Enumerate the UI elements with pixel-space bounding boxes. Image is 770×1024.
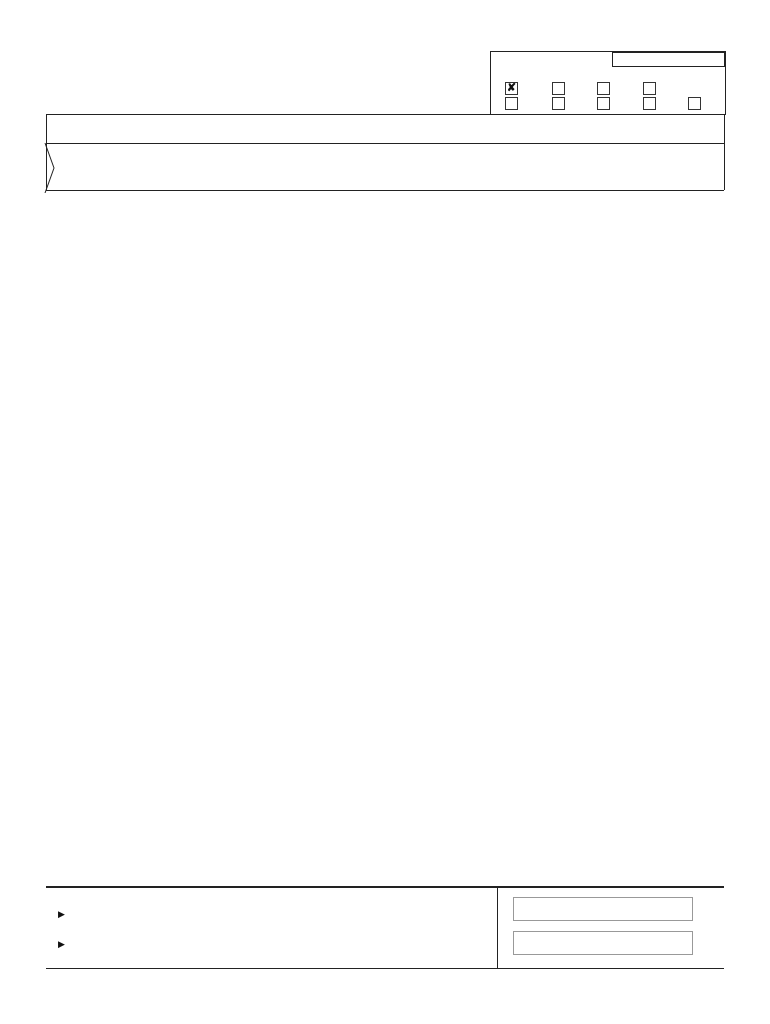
arrow-right-icon: ▶ xyxy=(58,909,65,919)
line-11c-checkbox[interactable] xyxy=(597,82,610,95)
subtotal-label xyxy=(56,909,65,920)
divider xyxy=(46,143,724,144)
line-15-checkbox[interactable] xyxy=(597,97,610,110)
divider xyxy=(46,968,724,969)
line-14-checkbox[interactable] xyxy=(552,97,565,110)
line-13-checkbox[interactable] xyxy=(505,97,518,110)
page-label xyxy=(616,54,622,64)
frame-left xyxy=(46,114,47,190)
line-11a-checkbox[interactable]: ✘ xyxy=(506,82,517,94)
page-box xyxy=(612,52,725,67)
committee-bracket-icon xyxy=(42,143,62,193)
divider xyxy=(46,114,724,115)
column-divider xyxy=(497,886,498,968)
divider xyxy=(46,190,724,191)
total-label xyxy=(56,939,65,950)
subtotal-field[interactable] xyxy=(513,897,693,921)
line-17-checkbox[interactable] xyxy=(688,97,701,110)
line-12-checkbox[interactable] xyxy=(643,82,656,95)
total-field[interactable] xyxy=(513,931,693,955)
frame-right xyxy=(724,114,725,190)
line-16-checkbox[interactable] xyxy=(643,97,656,110)
divider xyxy=(46,886,724,888)
arrow-right-icon: ▶ xyxy=(58,939,65,949)
line-11b-checkbox[interactable] xyxy=(552,82,565,95)
